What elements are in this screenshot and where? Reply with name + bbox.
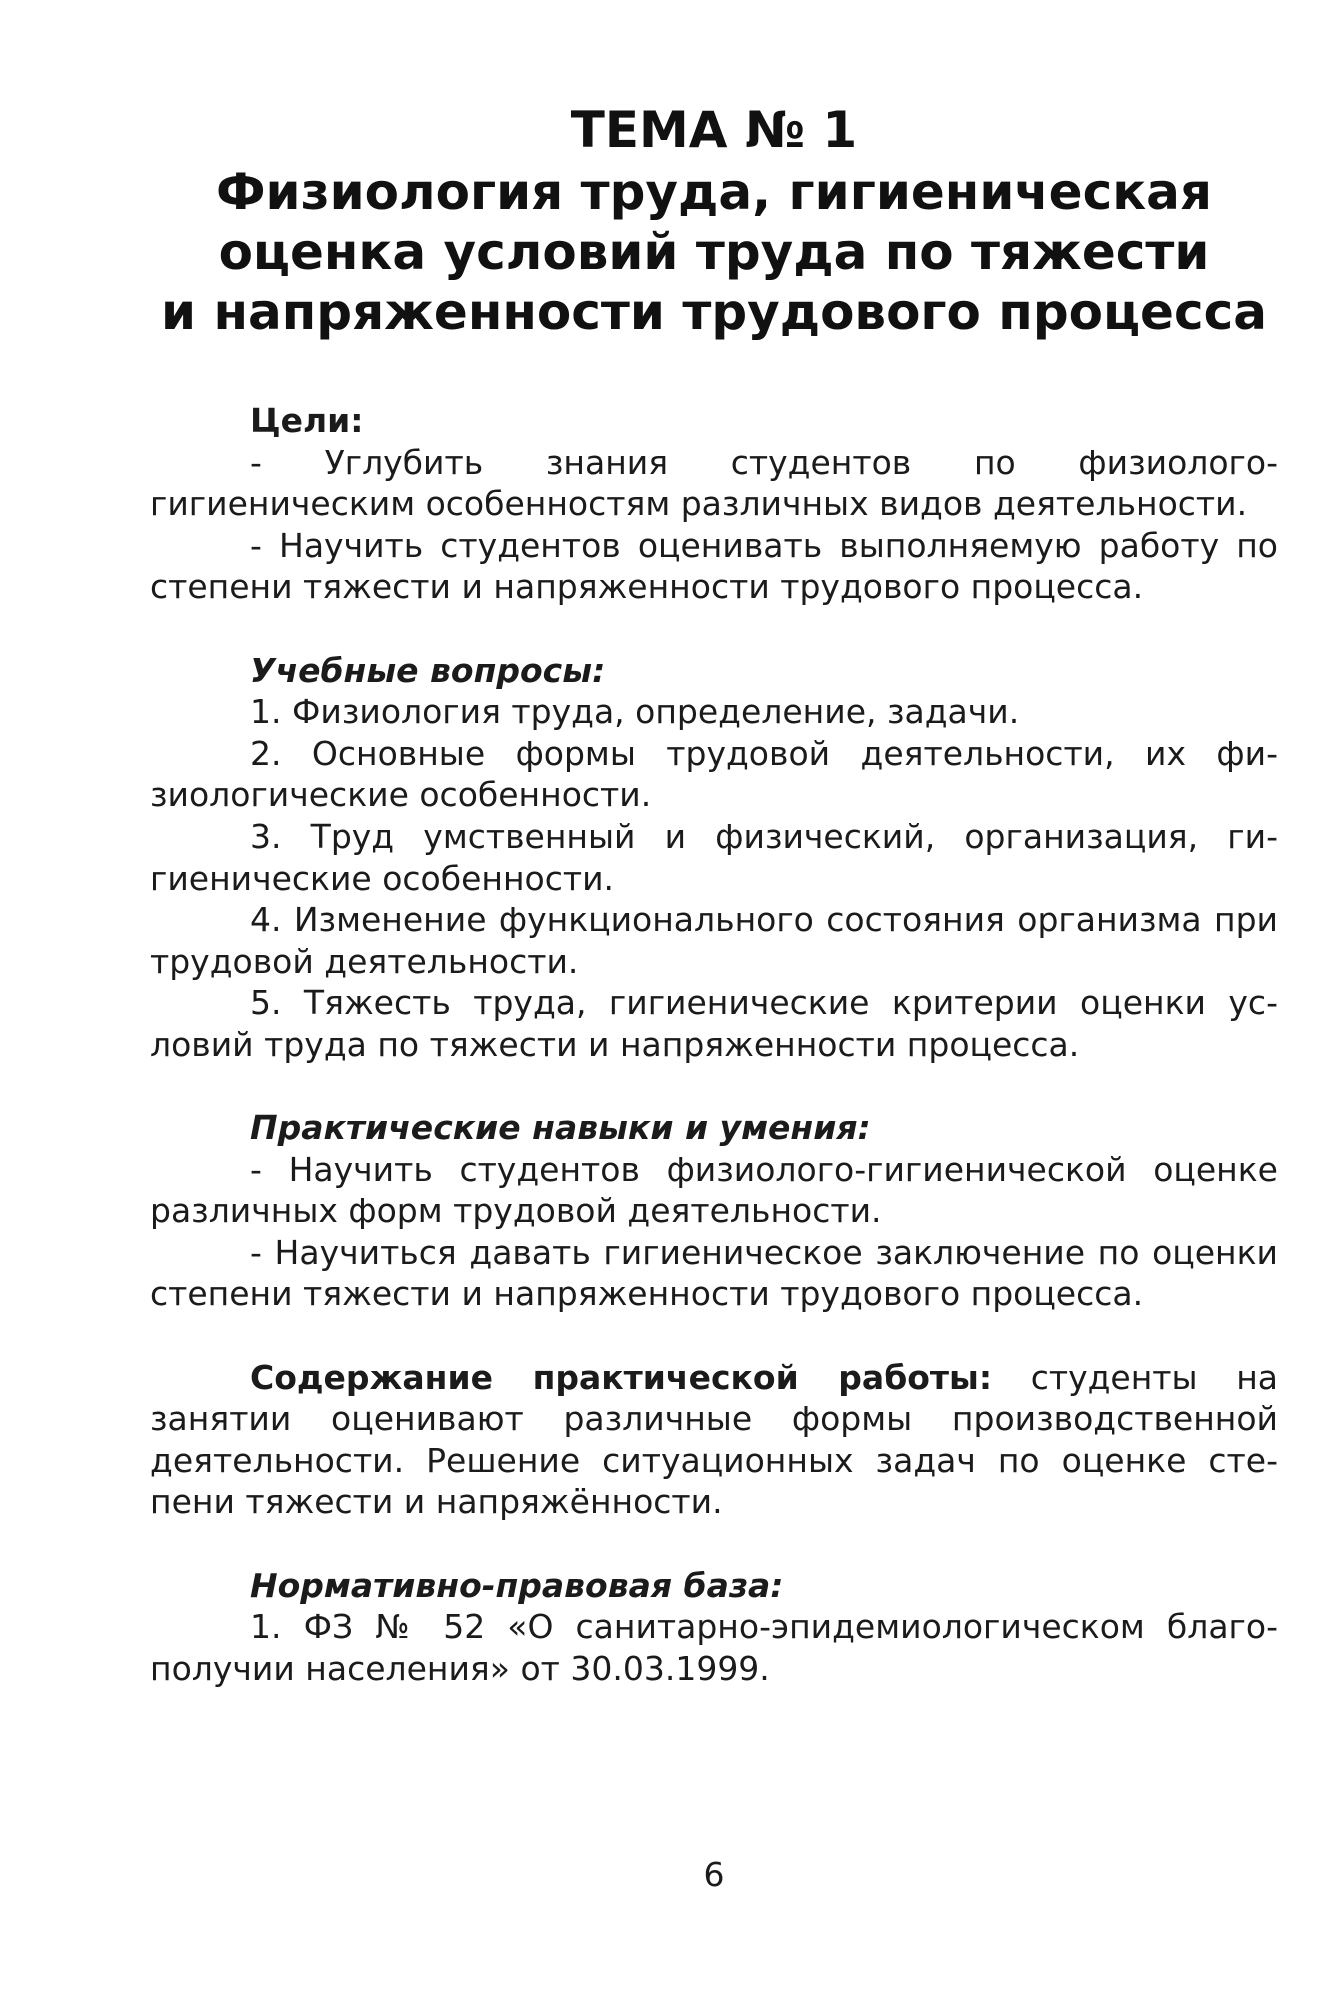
practical-content-paragraph [150, 1357, 1278, 1523]
legal-item: 1. ФЗ № 52 «О санитарно-эпидемиологическом благополучии населения» от 30.03.1999. [150, 1607, 1278, 1688]
skills-heading: Практические навыки и умения: [250, 1108, 871, 1148]
practical-content-heading: Содержание практической работы: [250, 1357, 993, 1397]
goals-section [150, 400, 1278, 608]
goal-item: - Научить студентов оценивать выполняемую работу по степени тяжести и напряженности трудового процесса. [150, 525, 1278, 607]
skill-item: - Научиться давать гигиеническое заключение по оценки степени тяжести и напряженности трудового процесса. [150, 1232, 1278, 1314]
goal-item: - Углубить знания студентов по физиолого-гигиеническим особенностям различных видов деятельности. [150, 442, 1278, 524]
document-page [150, 0, 1278, 2000]
legal-heading: Нормативно-правовая база: [250, 1565, 784, 1605]
topic-title [150, 100, 1278, 342]
topic-number: ТЕМА № 1 [570, 101, 858, 159]
question-item: 3. Труд умственный и физический, организация, гигиенические особенности. [150, 816, 1278, 898]
practical-content-section [150, 1357, 1278, 1523]
question-item: 5. Тяжесть труда, гигиенические критерии оценки условий труда по тяжести и напряженности процесса. [150, 983, 1278, 1064]
topic-title-line: оценка условий труда по тяжести [218, 223, 1210, 281]
topic-title-line: Физиология труда, гигиеническая [215, 163, 1213, 221]
skills-section [150, 1107, 1278, 1315]
goals-heading: Цели: [250, 401, 364, 440]
questions-section [150, 650, 1278, 1066]
page-content [150, 400, 1278, 1689]
legal-section [150, 1565, 1278, 1690]
question-item: 4. Изменение функционального состояния организма при трудовой деятельности. [150, 900, 1278, 981]
question-item: 2. Основные формы трудовой деятельности, их физиологические особенности. [150, 733, 1278, 815]
questions-heading: Учебные вопросы: [250, 650, 606, 690]
question-item: 1. Физиология труда, определение, задачи. [250, 692, 1020, 732]
page-number: 6 [703, 1855, 725, 1894]
topic-title-line: и напряженности трудового процесса [161, 283, 1267, 341]
practical-content-text: студенты на занятии оценивают различные формы производственной деятельности. Решение ситуационных задач по оценке степени тяжести и напряжённости. [150, 1357, 1278, 1522]
skill-item: - Научить студентов физиолого-гигиенической оценке различных форм трудовой деятельности. [150, 1149, 1278, 1231]
